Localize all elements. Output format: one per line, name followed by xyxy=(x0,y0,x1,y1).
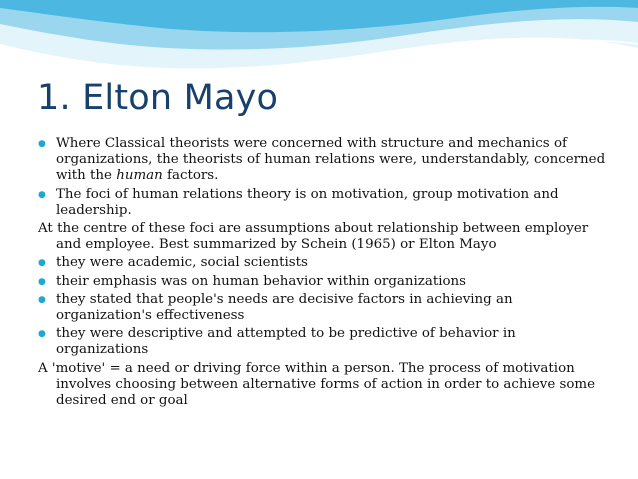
item-text: A 'motive' = a need or driving force within a person. The process of motivation involves choosing between alternative forms of action in order to achieve some desired end or goal xyxy=(38,360,596,409)
list-item xyxy=(38,136,608,185)
bullet-icon xyxy=(38,187,56,203)
item-text: their emphasis was on human behavior within organizations xyxy=(56,273,467,289)
bullet-icon xyxy=(38,292,56,308)
list-item xyxy=(38,326,608,358)
item-text: they were descriptive and attempted to be predictive of behavior in organizations xyxy=(56,326,516,358)
item-text-after: factors. xyxy=(162,168,219,184)
item-text: they were academic, social scientists xyxy=(56,255,308,271)
item-text-emphasis: human xyxy=(116,168,163,184)
bullet-icon xyxy=(38,274,56,290)
bullet-icon xyxy=(38,255,56,271)
paragraph xyxy=(38,361,608,410)
list-item xyxy=(38,292,608,324)
list-item xyxy=(38,187,608,219)
item-text: At the centre of these foci are assumptions about relationship between employer and employee. Best summarized by Schein (1965) or Elton Mayo xyxy=(38,221,589,253)
list-item xyxy=(38,274,608,290)
slide-title: 1. Elton Mayo xyxy=(37,78,279,118)
item-text: they stated that people's needs are decisive factors in achieving an organization's effectiveness xyxy=(56,291,513,324)
bullet-icon xyxy=(38,136,56,152)
paragraph xyxy=(38,221,608,253)
list-item xyxy=(38,255,608,271)
slide-content xyxy=(38,136,608,411)
item-text: The foci of human relations theory is on motivation, group motivation and leadership. xyxy=(56,186,559,218)
item-text-before: Where Classical theorists were concerned with structure and mechanics of organizations, the theorists of human relations were, understandably, concerned with the xyxy=(56,136,606,184)
bullet-icon xyxy=(38,326,56,342)
